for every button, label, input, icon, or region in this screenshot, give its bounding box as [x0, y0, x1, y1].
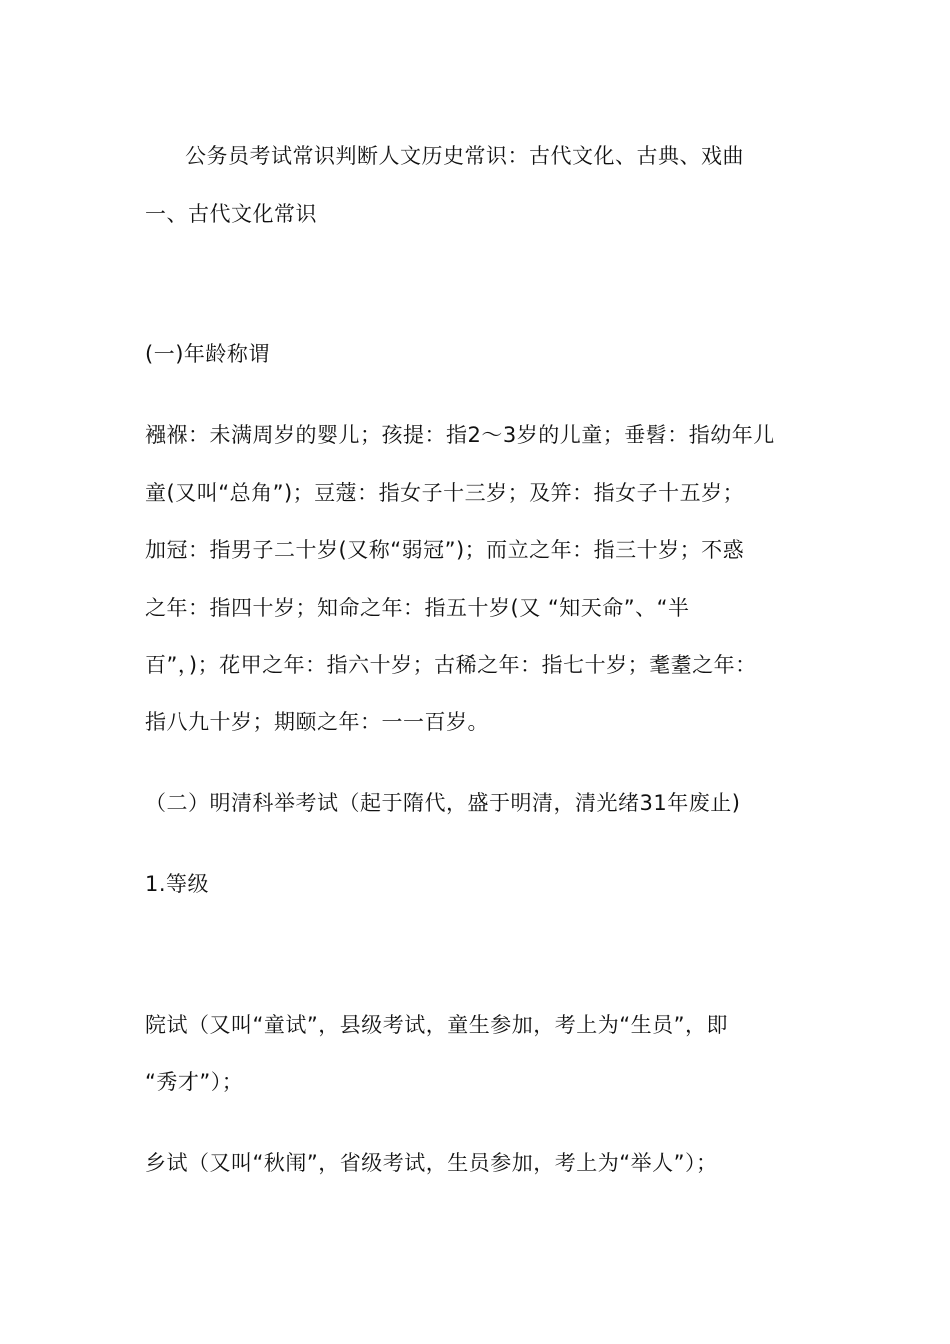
county-exam-line-2: “秀才”）；: [145, 1070, 244, 1094]
subsection-heading-age: (一)年龄称谓: [145, 342, 270, 366]
age-paragraph-line-5: 百”，)；花甲之年：指六十岁；古稀之年：指七十岁；耄耋之年：: [145, 653, 757, 677]
document-title: 公务员考试常识判断人文历史常识：古代文化、古典、戏曲: [185, 144, 744, 168]
item-level-heading: 1.等级: [145, 872, 210, 896]
age-paragraph-line-4: 之年：指四十岁；知命之年：指五十岁(又 “知天命”、“半: [145, 596, 690, 620]
county-exam-line-1: 院试（又叫“童试”，县级考试，童生参加，考上为“生员”，即: [145, 1013, 729, 1037]
age-paragraph-line-2: 童(又叫“总角”)；豆蔻：指女子十三岁；及笄：指女子十五岁；: [145, 481, 745, 505]
section-heading: 一、古代文化常识: [145, 202, 317, 226]
age-paragraph-line-3: 加冠：指男子二十岁(又称“弱冠”)；而立之年：指三十岁；不惑: [145, 538, 745, 562]
age-paragraph-line-1: 襁褓：未满周岁的婴儿；孩提：指2～3岁的儿童；垂髫：指幼年儿: [145, 423, 775, 447]
subsection-heading-exam: （二）明清科举考试（起于隋代，盛于明清，清光绪31年废止): [145, 791, 741, 815]
age-paragraph-line-6: 指八九十岁；期颐之年：一一百岁。: [145, 710, 489, 734]
provincial-exam-line: 乡试（又叫“秋闱”，省级考试，生员参加，考上为“举人”）；: [145, 1151, 718, 1175]
